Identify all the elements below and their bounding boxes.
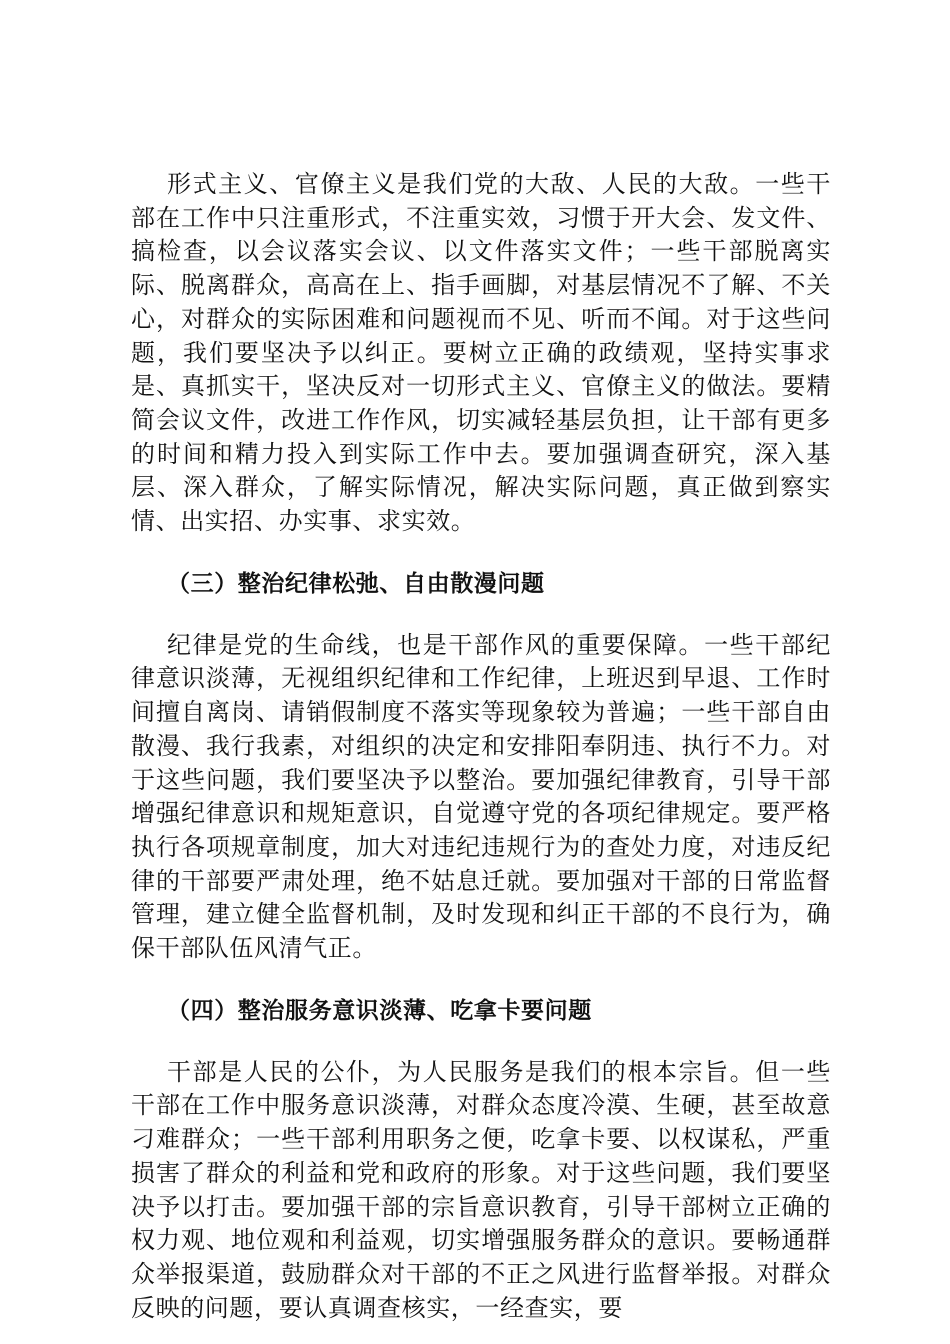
section-heading-4: （四）整治服务意识淡薄、吃拿卡要问题 xyxy=(167,997,592,1024)
document-page xyxy=(131,168,831,1325)
paragraph-formalism: 形式主义、官僚主义是我们党的大敌、人民的大敌。一些干部在工作中只注重形式，不注重实效，习惯于开大会、发文件、搞检查，以会议落实会议、以文件落实文件；一些干部脱离实际、脱离群众，高高在上、指手画脚，对基层情况不了解、不关心，对群众的实际困难和问题视而不见、听而不闻。对于这些问题，我们要坚决予以纠正。要树立正确的政绩观，坚持实事求是、真抓实干，坚决反对一切形式主义、官僚主义的做法。要精简会议文件，改进工作作风，切实减轻基层负担，让干部有更多的时间和精力投入到实际工作中去。要加强调查研究，深入基层、深入群众，了解实际情况，解决实际问题，真正做到察实情、出实招、办实事、求实效。 xyxy=(131,170,831,536)
paragraph-service: 干部是人民的公仆，为人民服务是我们的根本宗旨。但一些干部在工作中服务意识淡薄，对群众态度冷漠、生硬，甚至故意刁难群众；一些干部利用职务之便，吃拿卡要、以权谋私，严重损害了群众的利益和党和政府的形象。对于这些问题，我们要坚决予以打击。要加强干部的宗旨意识教育，引导干部树立正确的权力观、地位观和利益观，切实增强服务群众的意识。要畅通群众举报渠道，鼓励群众对干部的不正之风进行监督举报。对群众反映的问题，要认真调查核实，一经查实，要 xyxy=(131,1057,831,1322)
section-heading-3: （三）整治纪律松弛、自由散漫问题 xyxy=(167,570,545,597)
paragraph-discipline: 纪律是党的生命线，也是干部作风的重要保障。一些干部纪律意识淡薄，无视组织纪律和工作纪律，上班迟到早退、工作时间擅自离岗、请销假制度不落实等现象较为普遍；一些干部自由散漫、我行我素，对组织的决定和安排阳奉阴违、执行不力。对于这些问题，我们要坚决予以整治。要加强纪律教育，引导干部增强纪律意识和规矩意识，自觉遵守党的各项纪律规定。要严格执行各项规章制度，加大对违纪违规行为的查处力度，对违反纪律的干部要严肃处理，绝不姑息迁就。要加强对干部的日常监督管理，建立健全监督机制，及时发现和纠正干部的不良行为，确保干部队伍风清气正。 xyxy=(131,630,831,963)
